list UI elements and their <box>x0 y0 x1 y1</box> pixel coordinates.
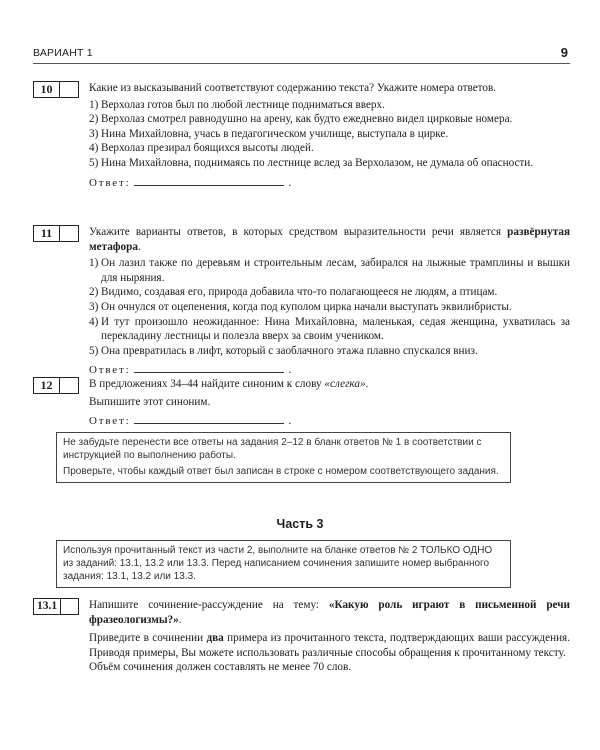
option-item: 2) Видимо, создавая его, природа добавила что-то полагающееся не людям, а птицам. <box>89 286 498 299</box>
question-instruction: Выпишите этот синоним. <box>89 395 211 408</box>
option-item: 5) Нина Михайловна, поднимаясь по лестнице вслед за Верхолазом, не думала об опасности. <box>89 156 534 169</box>
answer-line[interactable] <box>134 175 284 186</box>
option-item: 2) Верхолаз смотрел равнодушно на арену, как будто ежедневно видел цирковые номера. <box>89 113 513 126</box>
question-paragraph: Объём сочинения должен составлять не менее 70 слов. <box>89 661 352 674</box>
question-body <box>89 598 570 675</box>
answer-label: Ответ: <box>89 415 131 428</box>
answer-row: Ответ: . <box>89 364 292 377</box>
question-12 <box>33 377 570 429</box>
reminder-note <box>56 432 511 483</box>
reminder-paragraph: Не забудьте перенести все ответы на задания 2–12 в бланк ответов № 1 в соответствии с инструкцией по выполнению работы. <box>63 437 482 461</box>
question-text: В предложениях 34–44 найдите синоним к слову «слегка». <box>89 378 369 390</box>
question-number: 12 <box>34 378 60 393</box>
question-text: Какие из высказываний соответствуют содержанию текста? Укажите номера ответов. <box>89 82 497 94</box>
option-item: 4) Верхолаз презирал боящихся высоты людей. <box>89 142 314 155</box>
question-text: Укажите варианты ответов, в которых средством выразительности речи является развёрнутая метафора. <box>89 226 570 253</box>
page-header <box>33 45 570 64</box>
question-paragraph: Приведите в сочинении два примера из прочитанного текста, подтверждающих ваши рассуждения. Приводя примеры, Вы можете использовать различные способы обращения к прочитанному тексту. <box>89 632 571 659</box>
question-text: Напишите сочинение-рассуждение на тему: «Какую роль играют в письменной речи фразеологизмы?». <box>89 599 570 626</box>
question-number: 10 <box>34 82 60 97</box>
answer-row: Ответ: . <box>89 176 292 189</box>
question-10 <box>33 81 570 190</box>
option-item: 5) Она превратилась в лифт, который с заоблачного этажа плавно спускался вниз. <box>89 344 478 357</box>
question-13-1 <box>33 598 570 675</box>
option-item: 4) И тут произошло неожиданное: Нина Михайловна, маленькая, седая женщина, ухватилась за перекладину лестницы и полезла вверх за своим учеником. <box>89 315 570 343</box>
question-number: 11 <box>34 226 60 241</box>
question-number-box <box>33 81 79 98</box>
answer-line[interactable] <box>134 362 284 373</box>
answer-line[interactable] <box>134 413 284 424</box>
answer-label: Ответ: <box>89 364 131 377</box>
answer-row: Ответ: . <box>89 415 292 428</box>
options-list <box>89 256 570 358</box>
page-number: 9 <box>560 45 568 60</box>
question-body <box>89 81 570 190</box>
option-item: 1) Он лазил также по деревьям и строительным лесам, забирался на лыжные трамплины и вышки для ныряния. <box>89 257 570 284</box>
option-item: 3) Он очнулся от оцепенения, когда под куполом цирка начали выступать эквилибристы. <box>89 300 512 313</box>
part3-note: Используя прочитанный текст из части 2, выполните на бланке ответов № 2 ТОЛЬКО ОДНО из заданий: 13.1, 13.2 или 13.3. Перед написанием сочинения запишите номер выбранного задания: 13.1, 13.2 или 13.3. <box>63 545 493 582</box>
option-item: 1) Верхолаз готов был по любой лестнице подниматься вверх. <box>89 98 385 111</box>
options-list <box>89 98 570 171</box>
question-number-box <box>33 598 79 615</box>
question-body <box>89 225 570 378</box>
question-11 <box>33 225 570 378</box>
part-title: Часть 3 <box>276 517 324 531</box>
answer-label: Ответ: <box>89 176 131 189</box>
question-number-box <box>33 225 79 242</box>
option-item: 3) Нина Михайловна, учась в педагогическом училище, выступала в цирке. <box>89 127 449 140</box>
variant-label: ВАРИАНТ 1 <box>33 47 93 59</box>
question-number: 13.1 <box>34 599 61 614</box>
part3-instructions <box>56 540 511 588</box>
reminder-paragraph: Проверьте, чтобы каждый ответ был записан в строке с номером соответствующего задания. <box>63 466 499 477</box>
question-number-box <box>33 377 79 394</box>
question-body <box>89 377 570 429</box>
